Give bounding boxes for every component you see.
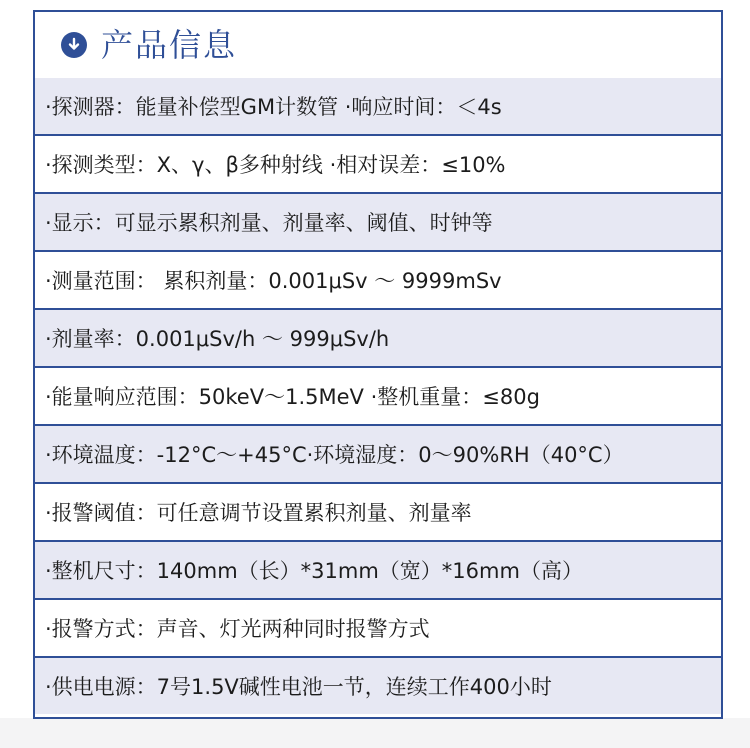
spec-row-detection-type: ·探测类型：X、γ、β多种射线 ·相对误差：≤10% bbox=[35, 134, 721, 192]
spec-row-dose-rate: ·剂量率：0.001μSv/h ～ 999μSv/h bbox=[35, 308, 721, 366]
spec-row-energy-response: ·能量响应范围：50keV～1.5MeV ·整机重量：≤80g bbox=[35, 366, 721, 424]
spec-row-dimensions: ·整机尺寸：140mm（长）*31mm（宽）*16mm（高） bbox=[35, 540, 721, 598]
spec-list bbox=[35, 78, 721, 714]
page-title: 产品信息 bbox=[101, 26, 238, 64]
spec-row-alarm-mode: ·报警方式：声音、灯光两种同时报警方式 bbox=[35, 598, 721, 656]
product-info-panel bbox=[33, 10, 723, 719]
spec-row-power-supply: ·供电电源：7号1.5V碱性电池一节，连续工作400小时 bbox=[35, 656, 721, 714]
spec-row-alarm-threshold: ·报警阈值：可任意调节设置累积剂量、剂量率 bbox=[35, 482, 721, 540]
panel-header bbox=[35, 12, 721, 78]
spec-row-environment: ·环境温度：-12°C～+45°C·环境湿度：0～90%RH（40°C） bbox=[35, 424, 721, 482]
circle-arrow-down-icon bbox=[61, 32, 87, 58]
spec-row-detector: ·探测器：能量补偿型GM计数管 ·响应时间：＜4s bbox=[35, 78, 721, 134]
spec-row-display: ·显示：可显示累积剂量、剂量率、阈值、时钟等 bbox=[35, 192, 721, 250]
bottom-background-strip bbox=[0, 718, 750, 748]
spec-row-measure-range: ·测量范围： 累积剂量：0.001μSv ～ 9999mSv bbox=[35, 250, 721, 308]
